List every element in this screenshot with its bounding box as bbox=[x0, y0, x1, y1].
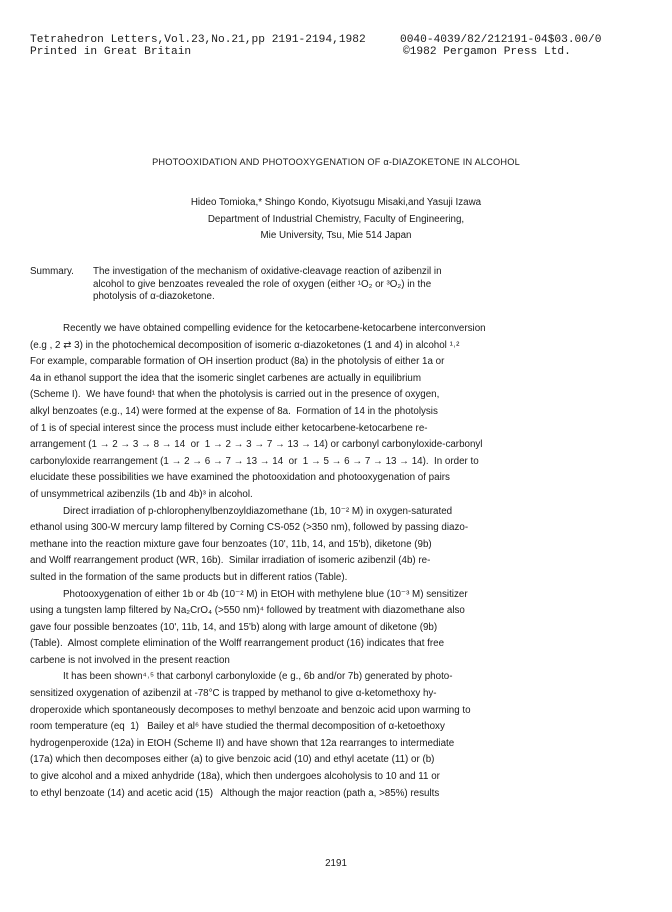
text-line: ethanol using 300-W mercury lamp filtered by Corning CS-052 (>350 nm), followed by passing diazo- bbox=[30, 522, 469, 534]
journal-header bbox=[30, 34, 366, 58]
page-number: 2191 bbox=[325, 858, 347, 869]
text-line: to give alcohol and a mixed anhydride (18a), which then undergoes alcoholysis to 10 and 11 or bbox=[30, 771, 440, 783]
summary-line: alcohol to give benzoates revealed the role of oxygen (either ¹O₂ or ³O₂) in the bbox=[93, 278, 432, 290]
printed-location: Printed in Great Britain bbox=[30, 46, 192, 58]
text-line: room temperature (eq 1) Bailey et al⁶ have studied the thermal decomposition of α-ketoethoxy bbox=[30, 721, 445, 733]
text-line: (Scheme I). We have found¹ that when the photolysis is carried out in the presence of oxygen, bbox=[30, 389, 440, 401]
text-line: It has been shown⁴˒⁵ that carbonyl carbonyloxide (e g., 6b and/or 7b) generated by photo- bbox=[63, 671, 453, 683]
text-line: gave four possible benzoates (10', 11b, 14, and 15'b) along with large amount of diketone (9b) bbox=[30, 621, 438, 633]
paragraph bbox=[30, 669, 642, 802]
affiliation-address: Mie University, Tsu, Mie 514 Japan bbox=[260, 230, 412, 241]
text-line: hydrogenperoxide (12a) in EtOH (Scheme II) and have shown that 12a rearranges to intermediate bbox=[30, 737, 455, 749]
text-line: Photooxygenation of either 1b or 4b (10⁻² M) in EtOH with methylene blue (10⁻³ M) sensitizer bbox=[63, 588, 468, 600]
text-line: (e.g , 2 ⇄ 3) in the photochemical decomposition of isomeric α-diazoketones (1 and 4) in alcohol ¹˒² bbox=[30, 339, 460, 351]
summary-label: Summary. bbox=[30, 266, 74, 277]
journal-header-right bbox=[400, 34, 601, 58]
copyright-notice: ©1982 Pergamon Press Ltd. bbox=[403, 46, 571, 58]
text-line: and Wolff rearrangement product (WR, 16b). Similar irradiation of isomeric azibenzil (4b) re- bbox=[30, 555, 431, 567]
summary-line: The investigation of the mechanism of oxidative-cleavage reaction of azibenzil in bbox=[93, 266, 442, 277]
text-line: carbene is not involved in the present reaction bbox=[30, 654, 230, 666]
text-line: of 1 is of special interest since the process must include either ketocarbene-ketocarbene re- bbox=[30, 422, 428, 434]
paragraph bbox=[30, 321, 642, 504]
text-line: For example, comparable formation of OH insertion product (8a) in the photolysis of either 1a or bbox=[30, 356, 445, 368]
text-line: 4a in ethanol support the idea that the isomeric singlet carbenes are actually in equilibrium bbox=[30, 372, 422, 384]
journal-citation: Tetrahedron Letters,Vol.23,No.21,pp 2191-2194,1982 bbox=[30, 34, 366, 46]
paragraph bbox=[30, 504, 642, 587]
author-names: Hideo Tomioka,* Shingo Kondo, Kiyotsugu Misaki,and Yasuji Izawa bbox=[190, 197, 482, 208]
author-block bbox=[0, 195, 672, 245]
text-line: droperoxide which spontaneously decomposes to methyl benzoate and benzoic acid upon warming to bbox=[30, 704, 471, 716]
text-line: Recently we have obtained compelling evidence for the ketocarbene-ketocarbene interconversion bbox=[63, 323, 486, 334]
affiliation-department: Department of Industrial Chemistry, Faculty of Engineering, bbox=[207, 213, 465, 225]
text-line: carbonyloxide rearrangement (1 → 2 → 6 → 7 → 13 → 14 or 1 → 5 → 6 → 7 → 13 → 14). In order to bbox=[30, 455, 479, 467]
paper-title: PHOTOOXIDATION AND PHOTOOXYGENATION OF α-DIAZOKETONE IN ALCOHOL bbox=[152, 157, 520, 167]
text-line: sulted in the formation of the same products but in different ratios (Table). bbox=[30, 571, 348, 583]
text-line: (Table). Almost complete elimination of the Wolff rearrangement product (16) indicates that free bbox=[30, 638, 445, 650]
text-line: methane into the reaction mixture gave four benzoates (10', 11b, 14, and 15'b), diketone (9b) bbox=[30, 538, 432, 550]
text-line: to ethyl benzoate (14) and acetic acid (15) Although the major reaction (path a, >85%) results bbox=[30, 787, 440, 799]
summary-text bbox=[93, 266, 638, 304]
summary-line: photolysis of α-diazoketone. bbox=[93, 291, 215, 302]
text-line: using a tungsten lamp filtered by Na₂CrO₄ (>550 nm)⁴ followed by treatment with diazomethane also bbox=[30, 605, 465, 617]
text-line: Direct irradiation of p-chlorophenylbenzoyldiazomethane (1b, 10⁻² M) in oxygen-saturated bbox=[63, 505, 453, 517]
article-code: 0040-4039/82/212191-04$03.00/0 bbox=[400, 34, 602, 46]
paragraph bbox=[30, 587, 642, 670]
text-line: arrangement (1 → 2 → 3 → 8 → 14 or 1 → 2 → 3 → 7 → 13 → 14) or carbonyl carbonyloxide-carbonyl bbox=[30, 439, 483, 451]
text-line: (17a) which then decomposes either (a) to give benzoic acid (10) and ethyl acetate (11) or (b) bbox=[30, 754, 435, 766]
text-line: sensitized oxygenation of azibenzil at -78°C is trapped by methanol to give α-ketomethoxy hy- bbox=[30, 688, 437, 700]
body-text bbox=[30, 321, 642, 802]
text-line: alkyl benzoates (e.g., 14) were formed at the expense of 8a. Formation of 14 in the photolysis bbox=[30, 405, 438, 417]
text-line: elucidate these possibilities we have examined the photooxidation and photooxygenation of pairs bbox=[30, 472, 450, 484]
text-line: of unsymmetrical azibenzils (1b and 4b)³ in alcohol. bbox=[30, 488, 253, 500]
